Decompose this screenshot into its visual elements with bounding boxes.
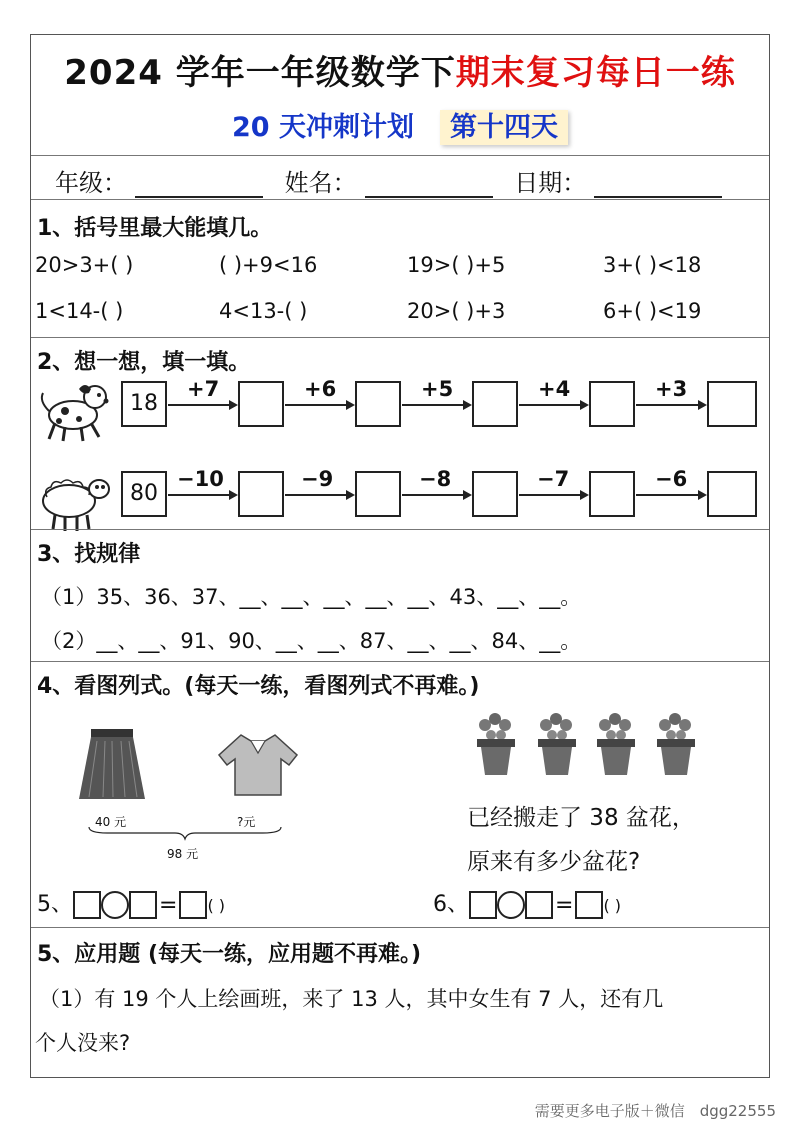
answer-box[interactable] xyxy=(525,891,553,919)
dog-icon xyxy=(35,375,113,447)
date-blank[interactable] xyxy=(594,172,722,198)
section2-heading: 2、想一想，填一填。 xyxy=(37,350,251,375)
op-label: +6 xyxy=(304,377,337,401)
date-label: 日期： xyxy=(514,169,587,197)
chain2-answer-box[interactable] xyxy=(472,471,518,517)
info-fields xyxy=(55,163,736,198)
op-label: −10 xyxy=(177,467,224,491)
ineq: 19>( )+5 xyxy=(407,253,506,277)
chain1-answer-box[interactable] xyxy=(472,381,518,427)
word-problem-line-1: （1）有 19 个人上绘画班，来了 13 人，其中女生有 7 人，还有几 xyxy=(39,987,664,1011)
footer-note: 需要更多电子版＋微信 dgg22555 xyxy=(534,1102,776,1120)
shirt-price: ?元 xyxy=(237,815,256,829)
title-black: 2024 学年一年级数学下 xyxy=(64,53,456,93)
answer-box[interactable] xyxy=(73,891,101,919)
unit-paren: ( ) xyxy=(207,896,226,915)
ineq: 20>( )+3 xyxy=(407,299,506,323)
chain2-answer-box[interactable] xyxy=(707,471,757,517)
ineq: ( )+9<16 xyxy=(219,253,318,277)
answer-box[interactable] xyxy=(179,891,207,919)
chain2-start: 80 xyxy=(121,471,167,517)
chain2-answer-box[interactable] xyxy=(589,471,635,517)
chain1-answer-box[interactable] xyxy=(238,381,284,427)
arrow xyxy=(402,404,470,406)
arrow xyxy=(402,494,470,496)
unit-paren: ( ) xyxy=(603,896,622,915)
op-label: −8 xyxy=(419,467,452,491)
section3-heading: 3、找规律 xyxy=(37,542,141,567)
word-problem-line-2: 个人没来? xyxy=(35,1031,131,1055)
skirt-price: 40 元 xyxy=(95,815,127,829)
op-label: +4 xyxy=(538,377,571,401)
name-blank[interactable] xyxy=(365,172,493,198)
grade-label: 年级： xyxy=(55,169,127,197)
arrow xyxy=(285,494,353,496)
op-label: −7 xyxy=(537,467,570,491)
ineq: 3+( )<18 xyxy=(603,253,702,277)
equation-5 xyxy=(37,887,225,919)
ineq: 6+( )<19 xyxy=(603,299,702,323)
chain2-answer-box[interactable] xyxy=(238,471,284,517)
plan-label: 20 天冲刺计划 xyxy=(232,112,414,143)
chain2-answer-box[interactable] xyxy=(355,471,401,517)
chain1-answer-box[interactable] xyxy=(355,381,401,427)
arrow xyxy=(519,404,587,406)
page-title xyxy=(31,45,769,94)
arrow xyxy=(168,404,236,406)
op-label: +7 xyxy=(187,377,220,401)
sheep-icon xyxy=(37,467,113,533)
arrow xyxy=(636,404,705,406)
title-red: 期末复习每日一练 xyxy=(455,53,736,93)
q5-label: 5、 xyxy=(37,892,73,917)
arrow xyxy=(168,494,236,496)
section1-heading: 1、括号里最大能填几。 xyxy=(37,216,273,241)
worksheet xyxy=(30,34,770,1078)
ineq: 4<13-( ) xyxy=(219,299,308,323)
equals-sign: = xyxy=(159,892,178,918)
operator-circle[interactable] xyxy=(101,891,129,919)
grade-blank[interactable] xyxy=(135,172,263,198)
name-label: 姓名： xyxy=(284,169,357,197)
ineq: 20>3+( ) xyxy=(35,253,134,277)
total-brace xyxy=(87,825,283,841)
op-label: +3 xyxy=(655,377,688,401)
flower-text-1: 已经搬走了 38 盆花， xyxy=(467,805,695,831)
answer-box[interactable] xyxy=(129,891,157,919)
chain1-answer-box[interactable] xyxy=(707,381,757,427)
chain1-start: 18 xyxy=(121,381,167,427)
ineq: 1<14-( ) xyxy=(35,299,124,323)
skirt-icon xyxy=(77,727,147,803)
answer-box[interactable] xyxy=(469,891,497,919)
pattern-line-1: （1）35、36、37、__、__、__、__、__、43、__、__。 xyxy=(41,585,582,609)
day-badge: 第十四天 xyxy=(440,110,568,145)
arrow xyxy=(285,404,353,406)
shirt-icon xyxy=(213,731,303,799)
op-label: −9 xyxy=(301,467,334,491)
section5-heading: 5、应用题 (每天一练，应用题不再难。) xyxy=(37,942,422,967)
subtitle xyxy=(31,105,769,144)
arrow xyxy=(519,494,587,496)
answer-box[interactable] xyxy=(575,891,603,919)
op-label: +5 xyxy=(421,377,454,401)
total-price: 98 元 xyxy=(167,847,199,861)
operator-circle[interactable] xyxy=(497,891,525,919)
equals-sign: = xyxy=(555,892,574,918)
flower-text-2: 原来有多少盆花? xyxy=(467,849,641,875)
q6-label: 6、 xyxy=(433,892,469,917)
arrow xyxy=(636,494,705,496)
section4-heading: 4、看图列式。(每天一练，看图列式不再难。) xyxy=(37,674,480,699)
chain1-answer-box[interactable] xyxy=(589,381,635,427)
equation-6 xyxy=(433,887,621,919)
flower-pots-icon xyxy=(471,709,761,777)
pattern-line-2: （2）__、__、91、90、__、__、87、__、__、84、__。 xyxy=(41,629,582,653)
op-label: −6 xyxy=(655,467,688,491)
